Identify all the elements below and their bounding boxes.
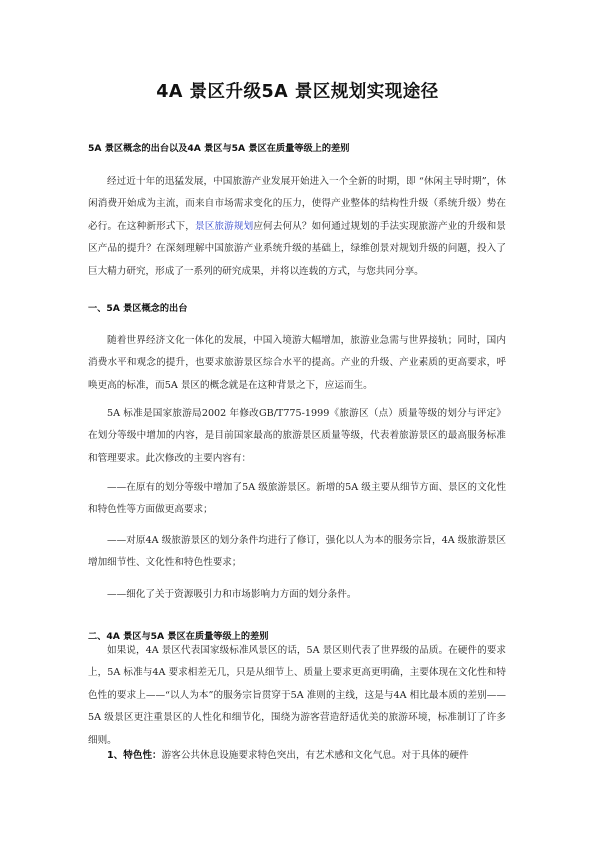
feature-label: 1、特色性： [107,750,162,761]
subsection-2-paragraph-2 [88,745,518,767]
subsection-2-paragraph-1: 如果说，4A 景区代表国家级标准风景区的话，5A 景区则代表了世界级的品质。在硬件的要求上，5A 标准与4A 要求相差无几，只是从细节上、质量上要求更高更明确，主要体现在文化性和特色性的要求上——“以人为本”的服务宗旨贯穿于5A 准则的主线，这是与4A 相比最本质的差别——5A 级景区更注重景区的人性化和细节化，围绕为游客营造舒适优美的旅游环境，标准制订了许多细则。 [88,645,506,746]
feature-text: 游客公共休息设施要求特色突出，有艺术感和文化气息。对于具体的硬件 [161,750,469,761]
subsection-2-heading: 二、4A 景区与5A 景区在质量等级上的差别 [88,631,269,642]
intro-text-before-link: 经过近十年的迅猛发展，中国旅游产业发展开始进入一个全新的时期，即 “休闲主导时期”，休闲消费开始成为主流，而来自市场需求变化的压力，使得产业整体的结构性升级（系统升级）势在必行。在这种新形式下， [88,176,506,232]
intro-paragraph [88,171,506,283]
intro-text-after-link: 应何去何从？如何通过规划的手法实现旅游产业的升级和景区产品的提升？在深刻理解中国旅游产业系统升级的基础上，绿维创景对规划升级的问题，投入了巨大精力研究，形成了一系列的研究成果，并将以连载的方式，与您共同分享。 [88,220,507,277]
subsection-1-heading: 一、5A 景区概念的出台 [88,303,188,314]
subsection-1-paragraph-1: 随着世界经济文化一体化的发展，中国入境游大幅增加，旅游业急需与世界接轨；同时，国内消费水平和观念的提升，也要求旅游景区综合水平的提高。产业的升级、产业素质的更高要求，呼唤更高的标准，而5A 景区的概念就是在这种背景之下，应运而生。 [88,335,506,391]
subsection-1-paragraph-5: ——细化了关于资源吸引力和市场影响力方面的划分条件。 [107,589,357,600]
subsection-1-paragraph-3: ——在原有的划分等级中增加了5A 级旅游景区。新增的5A 级主要从细节方面、景区的文化性和特色性等方面做更高要求； [88,482,506,516]
document-title: 4A 景区升级5A 景区规划实现途径 [156,82,439,102]
scenic-planning-link[interactable]: 景区旅游规划 [194,220,254,232]
subsection-1-paragraph-2: 5A 标准是国家旅游局2002 年修改GB/T775-1999《旅游区（点）质量等级的划分与评定》在划分等级中增加的内容，是目前国家最高的旅游景区质量等级，代表着旅游景区的最高服务标准和管理要求。此次修改的主要内容有： [88,408,506,464]
subsection-1-paragraph-4: ——对原4A 级旅游景区的划分条件均进行了修订，强化以人为本的服务宗旨，4A 级旅游景区增加细节性、文化性和特色性要求； [88,535,506,569]
section-heading: 5A 景区概念的出台以及4A 景区与5A 景区在质量等级上的差别 [88,143,350,154]
